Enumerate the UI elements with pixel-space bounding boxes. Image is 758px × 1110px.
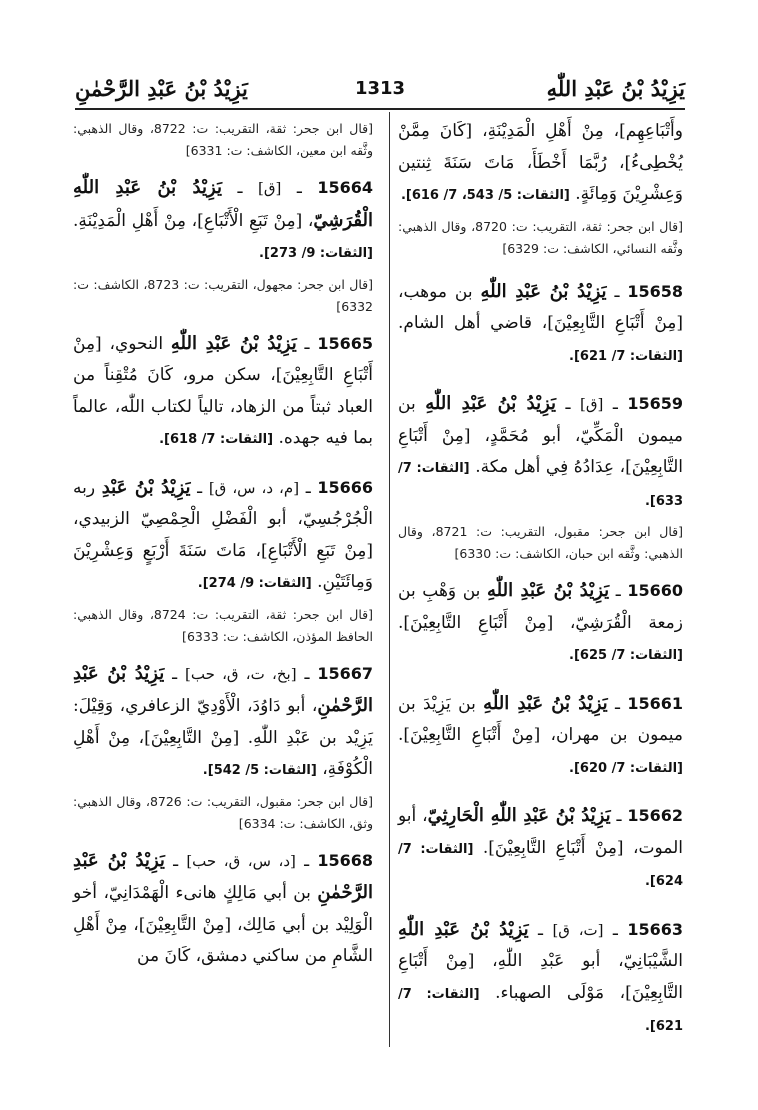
header-rule xyxy=(75,108,685,110)
entry-note: [قال ابن جحر: مقبول، التقريب: ت: 8726، وقال الذهبي: وثق، الكاشف: ت: 6334] xyxy=(73,793,373,831)
entry-number: 15666 xyxy=(317,477,374,497)
entry-15658: 15658 ـ يَزِيْدُ بْنُ عَبْدِ اللّٰهِ بن موهب، [مِنْ أَتْبَاعِ التَّابِعِيْنَ]، قاضي أهل الشام. [الثقات: 7/ 621]. xyxy=(398,276,683,373)
entry-name: يَزِيْدُ بْنُ عَبْدِ الرَّحْمٰنِ xyxy=(73,662,373,716)
entry-code: [ق] xyxy=(580,395,604,413)
entry-text: الشَّيْبَانِيّ، أبو عَبْدِ اللّٰهِ، [مِنْ أَتْبَاعِ التَّابِعِيْنَ]، مَوْلَى الصهباء. xyxy=(398,951,683,1003)
page-header xyxy=(75,72,685,112)
entry-15659: 15659 ـ [ق] ـ يَزِيْدُ بْنُ عَبْدِ اللّٰهِ بن ميمون الْمَكِّيّ، أبو مُحَمَّدٍ، [مِنْ أَتْبَاعِ التَّابِعِيْنَ]، عِدَادُهُ فِي أهل مكة. [الثقات: 7/ 633]. [قال ابن جحر: مقبول، التقريب: ت: 8721، وقال الذهبي: وثَّقه ابن حبان، الكاشف: ت: 6330] xyxy=(398,388,683,565)
running-title-right: يَزِيْدُ بْنُ عَبْدِ اللّٰهِ xyxy=(546,76,685,101)
thiqat-ref: [الثقات: 7/ 625]. xyxy=(569,648,683,663)
entry-number: 15662 xyxy=(627,806,684,825)
entry-text: ، أبو دَاوُدَ، الْأَوْدِيّ الزعافري، وَقِيْلَ: يَزِيْد بن عَبْدِ اللّٰهِ. [مِنْ التَّابِعِيْنَ]، مِنْ أَهْلِ الْكُوْفَةِ، xyxy=(73,696,373,779)
right-column xyxy=(398,116,683,1043)
entry-text: ، أبو الموت، [مِنْ أَتْبَاعِ التَّابِعِيْنَ]. xyxy=(398,806,683,858)
entry-text: بن موهب، [مِنْ أَتْبَاعِ التَّابِعِيْنَ]، قاضي أهل الشام. xyxy=(398,281,683,333)
entry-text: بن وَهْبِ بن زمعة الْقُرَشِيّ، [مِنْ أَتْبَاعِ التَّابِعِيْنَ]. xyxy=(398,581,683,633)
entry-number: 15668 xyxy=(317,850,374,870)
entry-15666: 15666 ـ [م، د، س، ق] ـ يَزِيْدُ بْنُ عَبْدِ ربه الْجُرْجُسِيّ، أبو الْفَضْلِ الْحِمْصِيّ الزبيدي، [مِنْ تَبَعِ الْأَتْبَاعِ]، مَاتَ سَنَةَ أَرْبَعٍ وَعِشْرِيْنَ وَمِائَتَيْنِ. [الثقات: 9/ 274]. [قال ابن جحر: ثقة، التقريب: ت: 8724، وقال الذهبي: الحافظ المؤذن، الكاشف: ت: 6333] xyxy=(73,472,373,648)
thiqat-ref: [الثقات: 7/ 618]. xyxy=(159,432,274,447)
thiqat-ref: [الثقات: 9/ 274]. xyxy=(197,576,312,591)
page-number: 1313 xyxy=(354,78,406,99)
entry-number: 15659 xyxy=(627,394,683,413)
entry-number: 15667 xyxy=(317,663,373,683)
entry-note: [قال ابن جحر: ثقة، التقريب: ت: 8720، وقال الذهبي: وثَّقه النسائي، الكاشف: ت: 6329] xyxy=(398,218,683,256)
entry-name: يَزِيْدُ بْنُ عَبْدِ اللّٰهِ xyxy=(170,332,297,354)
entry-code: [ت، ق] xyxy=(552,920,604,939)
entry-text: وأَتْبَاعِهِم]، مِنْ أَهْلِ الْمَدِيْنَةِ، [كَانَ مِمَّنْ يُخْطِىءُ]، رُبَّمَا أَخْطَأَ، مَاتَ سَنَةَ ثِنتين وَعِشْرِيْنَ وَمِائَةٍ. xyxy=(398,121,683,204)
entry-continuation xyxy=(398,116,683,260)
entry-note: [قال ابن جحر: ثقة، التقريب: ت: 8724، وقال الذهبي: الحافظ المؤذن، الكاشف: ت: 6333] xyxy=(73,606,373,644)
entry-text: بن أبي مَالِكٍ هانىء الْهَمْدَانِيّ، أخو الْوَلِيْد بن أبي مَالِك، [مِنْ التَّابِعِيْنَ]، مِنْ أَهْلِ الشَّامِ من ساكني دمشق، كَانَ من xyxy=(73,883,373,966)
entry-15667: 15667 ـ [بخ، ت، ق، حب] ـ يَزِيْدُ بْنُ عَبْدِ الرَّحْمٰنِ، أبو دَاوُدَ، الْأَوْدِيّ الزعافري، وَقِيْلَ: يَزِيْد بن عَبْدِ اللّٰهِ. [مِنْ التَّابِعِيْنَ]، مِنْ أَهْلِ الْكُوْفَةِ، [الثقات: 5/ 542]. [قال ابن جحر: مقبول، التقريب: ت: 8726، وقال الذهبي: وثق، الكاشف: ت: 6334] xyxy=(73,658,373,835)
entry-number: 15663 xyxy=(627,919,683,939)
column-divider xyxy=(389,112,390,1047)
entry-name: يَزِيْدُ بْنُ عَبْدِ xyxy=(101,476,191,498)
entry-15665: 15665 ـ يَزِيْدُ بْنُ عَبْدِ اللّٰهِ النحوي، [مِنْ أَتْبَاعِ التَّابِعِيْنَ]، سكن مرو، كَانَ مُتْقِناً من العباد ثبتاً من الزهاد، تالياً لكتاب اللّٰه، عالماً بما فيه جهده. [الثقات: 7/ 618]. xyxy=(73,328,373,456)
entry-text: ، [مِنْ تَبَعِ الْأَتْبَاعِ]، مِنْ أَهْلِ الْمَدِيْنَةِ. xyxy=(73,210,314,231)
thiqat-ref: [الثقات: 5/ 542]. xyxy=(202,763,317,778)
entry-number: 15661 xyxy=(627,693,683,713)
entry-text: بن ميمون الْمَكِّيّ، أبو مُحَمَّدٍ، [مِنْ أَتْبَاعِ التَّابِعِيْنَ]، عِدَادُهُ فِي أهل مكة. xyxy=(398,394,683,477)
entry-text: النحوي، [مِنْ أَتْبَاعِ التَّابِعِيْنَ]، سكن مرو، كَانَ مُتْقِناً من العباد ثبتاً من الزهاد، تالياً لكتاب اللّٰه، عالماً بما فيه جهده. xyxy=(73,333,373,448)
entry-15663: 15663 ـ [ت، ق] ـ يَزِيْدُ بْنُ عَبْدِ اللّٰهِ الشَّيْبَانِيّ، أبو عَبْدِ اللّٰهِ، [مِنْ أَتْبَاعِ التَّابِعِيْنَ]، مَوْلَى الصهباء. [الثقات: 7/ 621]. xyxy=(398,914,683,1043)
entry-15668: 15668 ـ [د، س، ق، حب] ـ يَزِيْدُ بْنُ عَبْدِ الرَّحْمٰنِ بن أبي مَالِكٍ هانىء الْهَمْدَانِيّ، أخو الْوَلِيْد بن أبي مَالِك، [مِنْ التَّابِعِيْنَ]، مِنْ أَهْلِ الشَّامِ من ساكني دمشق، كَانَ من xyxy=(73,845,373,973)
left-column xyxy=(73,116,373,973)
entry-name: يَزِيْدُ بْنُ عَبْدِ الرَّحْمٰنِ xyxy=(73,849,373,903)
entry-number: 15660 xyxy=(627,581,683,600)
entry-name: يَزِيْدُ بْنُ عَبْدِ اللّٰهِ الْقُرَشِيّ xyxy=(73,177,373,231)
entry-15664: 15664 ـ [ق] ـ يَزِيْدُ بْنُ عَبْدِ اللّٰهِ الْقُرَشِيّ، [مِنْ تَبَعِ الْأَتْبَاعِ]، مِنْ أَهْلِ الْمَدِيْنَةِ. [الثقات: 9/ 273]. [قال ابن جحر: مجهول، التقريب: ت: 8723، الكاشف: ت: 6332] xyxy=(73,172,373,318)
entry-code: [د، س، ق، حب] xyxy=(186,851,296,870)
thiqat-ref: [الثقات: 7/ 633]. xyxy=(398,461,683,509)
entry-note: [قال ابن جحر: ثقة، التقريب: ت: 8722، وقال الذهبي: وثَّقه ابن معين، الكاشف: ت: 6331] xyxy=(73,121,373,158)
entry-name: يَزِيْدُ بْنُ عَبْدِ اللّٰهِ الْحَارِثِيّ xyxy=(427,805,611,826)
entry-number: 15664 xyxy=(317,178,373,197)
entry-15661: 15661 ـ يَزِيْدُ بْنُ عَبْدِ اللّٰهِ بن يَزِيْدَ بن ميمون بن مهران، [مِنْ أَتْبَاعِ التَّابِعِيْنَ]. [الثقات: 7/ 620]. xyxy=(398,688,683,785)
entry-name: يَزِيْدُ بْنُ عَبْدِ اللّٰهِ xyxy=(483,692,608,714)
entry-name: يَزِيْدُ بْنُ عَبْدِ اللّٰهِ xyxy=(480,280,607,302)
entry-text: ربه الْجُرْجُسِيّ، أبو الْفَضْلِ الْحِمْصِيّ الزبيدي، [مِنْ تَبَعِ الْأَتْبَاعِ]، مَاتَ سَنَةَ أَرْبَعٍ وَعِشْرِيْنَ وَمِائَتَيْنِ. xyxy=(73,477,373,592)
entry-15662: 15662 ـ يَزِيْدُ بْنُ عَبْدِ اللّٰهِ الْحَارِثِيّ، أبو الموت، [مِنْ أَتْبَاعِ التَّابِعِيْنَ]. [الثقات: 7/ 624]. xyxy=(398,800,683,898)
entry-code: [بخ، ت، ق، حب] xyxy=(184,664,297,683)
thiqat-ref: [الثقات: 7/ 621]. xyxy=(569,348,683,364)
entry-continuation xyxy=(73,118,373,162)
entry-text: بن يَزِيْدَ بن ميمون بن مهران، [مِنْ أَتْبَاعِ التَّابِعِيْنَ]. xyxy=(398,693,683,745)
entry-number: 15658 xyxy=(627,281,683,301)
entry-15660: 15660 ـ يَزِيْدُ بْنُ عَبْدِ اللّٰهِ بن وَهْبِ بن زمعة الْقُرَشِيّ، [مِنْ أَتْبَاعِ التَّابِعِيْنَ]. [الثقات: 7/ 625]. xyxy=(398,575,683,672)
entry-name: يَزِيْدُ بْنُ عَبْدِ اللّٰهِ xyxy=(486,580,610,601)
entry-code: [م، د، س، ق] xyxy=(208,478,300,497)
entry-note: [قال ابن جحر: مجهول، التقريب: ت: 8723، الكاشف: ت: 6332] xyxy=(73,276,374,314)
entry-code: [ق] xyxy=(257,179,282,197)
thiqat-ref: [الثقات: 5/ 543، 7/ 616]. xyxy=(400,188,570,203)
entry-number: 15665 xyxy=(317,333,373,353)
running-title-left: يَزِيْدُ بْنُ عَبْدِ الرَّحْمٰنِ xyxy=(75,76,248,101)
entry-name: يَزِيْدُ بْنُ عَبْدِ اللّٰهِ xyxy=(425,393,557,414)
entry-name: يَزِيْدُ بْنُ عَبْدِ اللّٰهِ xyxy=(398,918,529,940)
entry-note: [قال ابن جحر: مقبول، التقريب: ت: 8721، وقال الذهبي: وثَّقه ابن حبان، الكاشف: ت: 6330] xyxy=(398,524,683,561)
thiqat-ref: [الثقات: 7/ 620]. xyxy=(569,760,683,776)
thiqat-ref: [الثقات: 7/ 624]. xyxy=(398,841,683,889)
thiqat-ref: [الثقات: 9/ 273]. xyxy=(259,246,373,261)
thiqat-ref: [الثقات: 7/ 621]. xyxy=(398,986,683,1034)
